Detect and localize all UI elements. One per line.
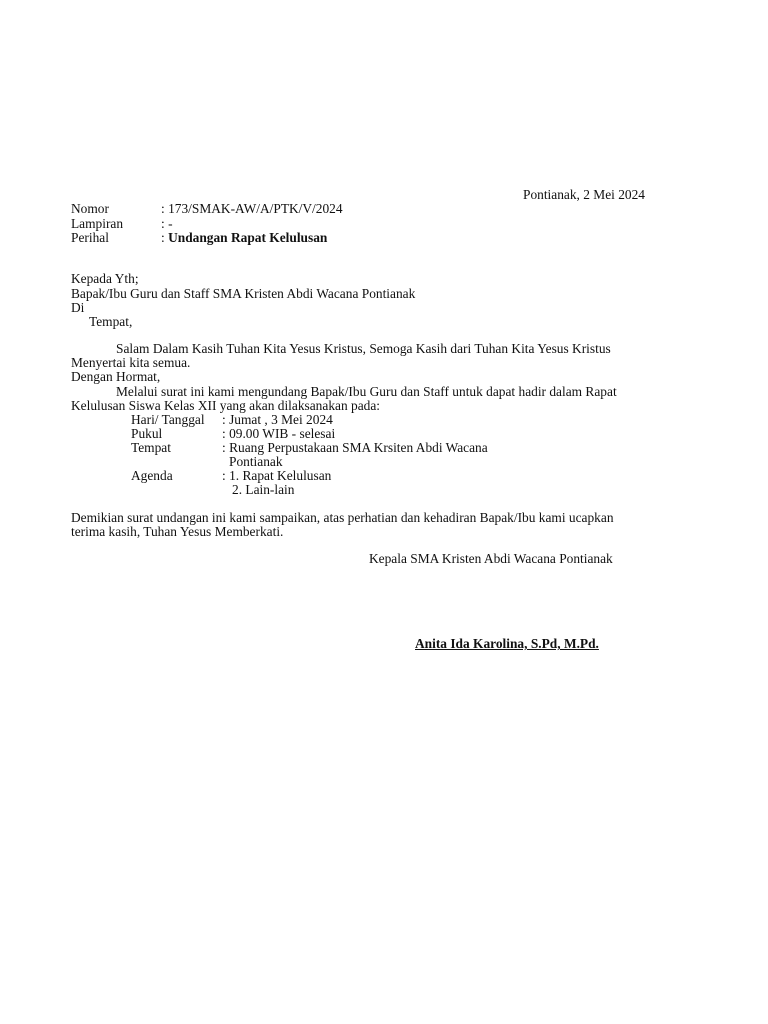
place-value-1: : Ruang Perpustakaan SMA Krsiten Abdi Wacana xyxy=(222,440,488,455)
place-date: Pontianak, 2 Mei 2024 xyxy=(523,187,645,202)
signatory-title: Kepala SMA Kristen Abdi Wacana Pontianak xyxy=(369,551,613,566)
recipient-line-3: Di xyxy=(71,300,85,315)
greeting-line-1: Salam Dalam Kasih Tuhan Kita Yesus Kristus, Semoga Kasih dari Tuhan Kita Yesus Kristus xyxy=(116,341,611,356)
nomor-label: Nomor xyxy=(71,201,109,216)
salutation: Dengan Hormat, xyxy=(71,369,161,384)
place-label: Tempat xyxy=(131,440,171,455)
lampiran-label: Lampiran xyxy=(71,216,124,231)
greeting-line-2: Menyertai kita semua. xyxy=(71,355,191,370)
recipient-line-4: Tempat, xyxy=(89,314,133,329)
lampiran-value: : - xyxy=(161,216,173,231)
perihal-subject: Undangan Rapat Kelulusan xyxy=(168,230,328,245)
recipient-line-1: Kepada Yth; xyxy=(71,271,139,286)
agenda-item-2: 2. Lain-lain xyxy=(232,482,295,497)
agenda-item-1: : 1. Rapat Kelulusan xyxy=(222,468,332,483)
closing-line-1: Demikian surat undangan ini kami sampaikan, atas perhatian dan kehadiran Bapak/Ibu kami ucapkan xyxy=(71,510,614,525)
agenda-label: Agenda xyxy=(131,468,173,483)
closing-line-2: terima kasih, Tuhan Yesus Memberkati. xyxy=(71,524,284,539)
place-value-2: Pontianak xyxy=(229,454,283,469)
signatory-name: Anita Ida Karolina, S.Pd, M.Pd. xyxy=(415,636,599,651)
recipient-line-2: Bapak/Ibu Guru dan Staff SMA Kristen Abdi Wacana Pontianak xyxy=(71,286,416,301)
nomor-value: : 173/SMAK-AW/A/PTK/V/2024 xyxy=(161,201,343,216)
date-label: Hari/ Tanggal xyxy=(131,412,205,427)
time-value: : 09.00 WIB - selesai xyxy=(222,426,336,441)
date-value: : Jumat , 3 Mei 2024 xyxy=(222,412,333,427)
body-line-1: Melalui surat ini kami mengundang Bapak/Ibu Guru dan Staff untuk dapat hadir dalam Rapat xyxy=(116,384,617,399)
perihal-label: Perihal xyxy=(71,230,109,245)
perihal-value xyxy=(161,230,327,245)
time-label: Pukul xyxy=(131,426,163,441)
perihal-prefix: : xyxy=(161,230,169,245)
body-line-2: Kelulusan Siswa Kelas XII yang akan dilaksanakan pada: xyxy=(71,398,381,413)
